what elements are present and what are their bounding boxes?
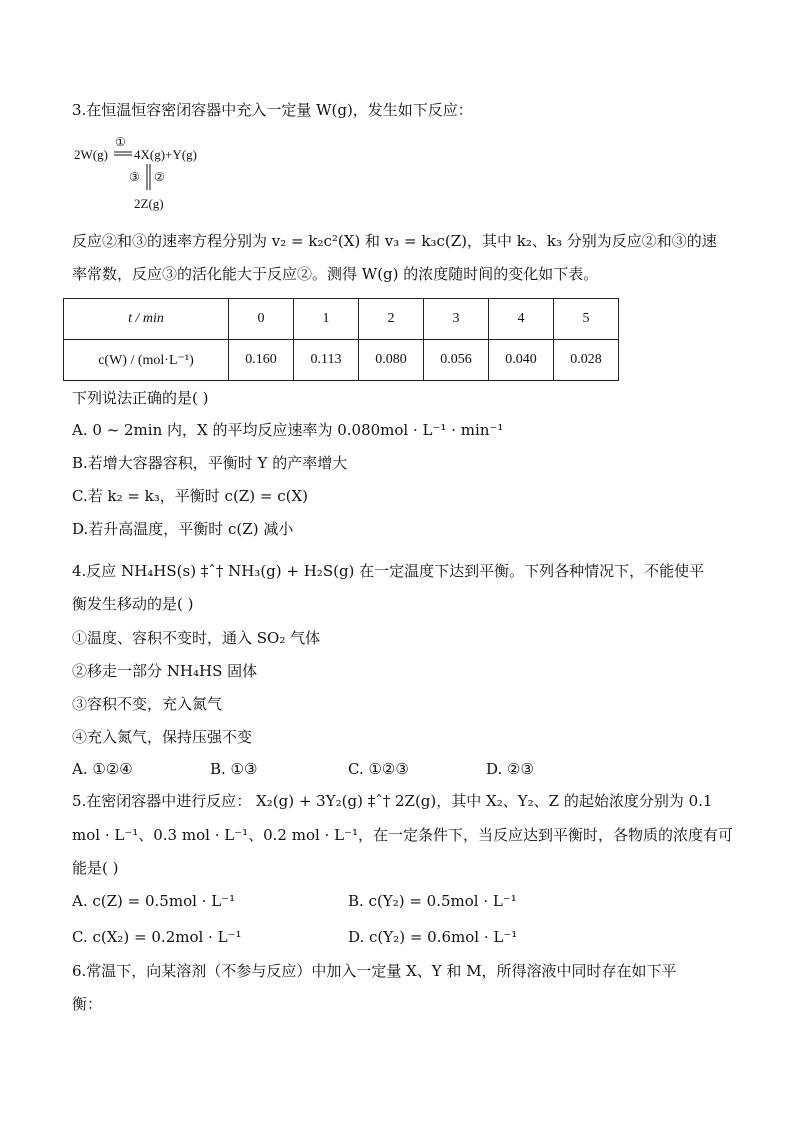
table-cell: 5	[554, 299, 619, 340]
table-cell: 0.113	[294, 340, 359, 381]
q3-stem: 3.在恒温恒容密闭容器中充入一定量 W(g)，发生如下反应：	[72, 101, 473, 119]
scheme-product-2: 2Z(g)	[134, 196, 164, 211]
q4-line-2: 衡发生移动的是( )	[72, 595, 194, 613]
table-cell: 0.160	[229, 340, 294, 381]
table-cell: 2	[359, 299, 424, 340]
equilibrium-arrow-icon	[114, 150, 134, 158]
q3-option-c: C.若 k₂ = k₃，平衡时 c(Z) = c(X)	[72, 487, 308, 505]
scheme-product-1: 4X(g)+Y(g)	[134, 147, 197, 162]
q3-option-d: D.若升高温度，平衡时 c(Z) 减小	[72, 520, 294, 538]
q5-line-2: mol · L⁻¹、0.3 mol · L⁻¹、0.2 mol · L⁻¹，在一定条件下，当反应达到平衡时，各物质的浓度有可	[72, 826, 733, 844]
q3-rate-line-1: 反应②和③的速率方程分别为 v₂ = k₂c²(X) 和 v₃ = k₃c(Z)，其中 k₂、k₃ 分别为反应②和③的速	[72, 232, 717, 250]
table-row-time	[64, 299, 619, 340]
scheme-label-3: ③	[129, 170, 140, 184]
table-cell: 0.056	[424, 340, 489, 381]
q5-line-3: 能是( )	[72, 859, 119, 877]
table-cell: 0.040	[489, 340, 554, 381]
q6-line-2: 衡：	[72, 995, 103, 1013]
vertical-equilibrium-icon	[145, 164, 153, 192]
q4-option-b: B. ①③	[210, 760, 258, 778]
q4-option-c: C. ①②③	[348, 760, 409, 778]
table-row-concentration	[64, 340, 619, 381]
q5-option-b: B. c(Y₂) = 0.5mol · L⁻¹	[348, 892, 517, 910]
q3-rate-line-2: 率常数，反应③的活化能大于反应②。测得 W(g) 的浓度随时间的变化如下表。	[72, 265, 599, 283]
reaction-scheme	[74, 136, 234, 216]
table-cell: 3	[424, 299, 489, 340]
table-cell: 0	[229, 299, 294, 340]
q5-option-a: A. c(Z) = 0.5mol · L⁻¹	[72, 892, 236, 910]
table-header-time: t / min	[64, 299, 229, 340]
q4-option-d: D. ②③	[486, 760, 534, 778]
q4-item-4: ④充入氮气，保持压强不变	[72, 728, 253, 746]
table-header-concentration: c(W) / (mol·L⁻¹)	[64, 340, 229, 381]
table-cell: 4	[489, 299, 554, 340]
q4-option-a: A. ①②④	[72, 760, 133, 778]
q4-item-3: ③容积不变，充入氮气	[72, 695, 223, 713]
table-cell: 0.080	[359, 340, 424, 381]
scheme-reactant: 2W(g)	[74, 147, 108, 162]
q5-line-1: 5.在密闭容器中进行反应： X₂(g) + 3Y₂(g) ‡ˆ† 2Z(g)，其中 X₂、Y₂、Z 的起始浓度分别为 0.1	[72, 792, 713, 810]
table-cell: 0.028	[554, 340, 619, 381]
q4-item-1: ①温度、容积不变时，通入 SO₂ 气体	[72, 629, 321, 647]
q5-option-c: C. c(X₂) = 0.2mol · L⁻¹	[72, 928, 242, 946]
table-cell: 1	[294, 299, 359, 340]
q4-line-1: 4.反应 NH₄HS(s) ‡ˆ† NH₃(g) + H₂S(g) 在一定温度下达到平衡。下列各种情况下，不能使平	[72, 562, 705, 580]
scheme-label-2: ②	[154, 170, 165, 184]
q3-prompt: 下列说法正确的是( )	[72, 389, 209, 407]
q3-option-a: A. 0 ~ 2min 内，X 的平均反应速率为 0.080mol · L⁻¹ · min⁻¹	[72, 421, 504, 439]
concentration-table	[63, 298, 619, 381]
q4-item-2: ②移走一部分 NH₄HS 固体	[72, 662, 258, 680]
scheme-label-1: ①	[115, 135, 126, 149]
q6-line-1: 6.常温下，向某溶剂（不参与反应）中加入一定量 X、Y 和 M，所得溶液中同时存在如下平	[72, 962, 677, 980]
q3-option-b: B.若增大容器容积，平衡时 Y 的产率增大	[72, 454, 348, 472]
q5-option-d: D. c(Y₂) = 0.6mol · L⁻¹	[348, 928, 518, 946]
